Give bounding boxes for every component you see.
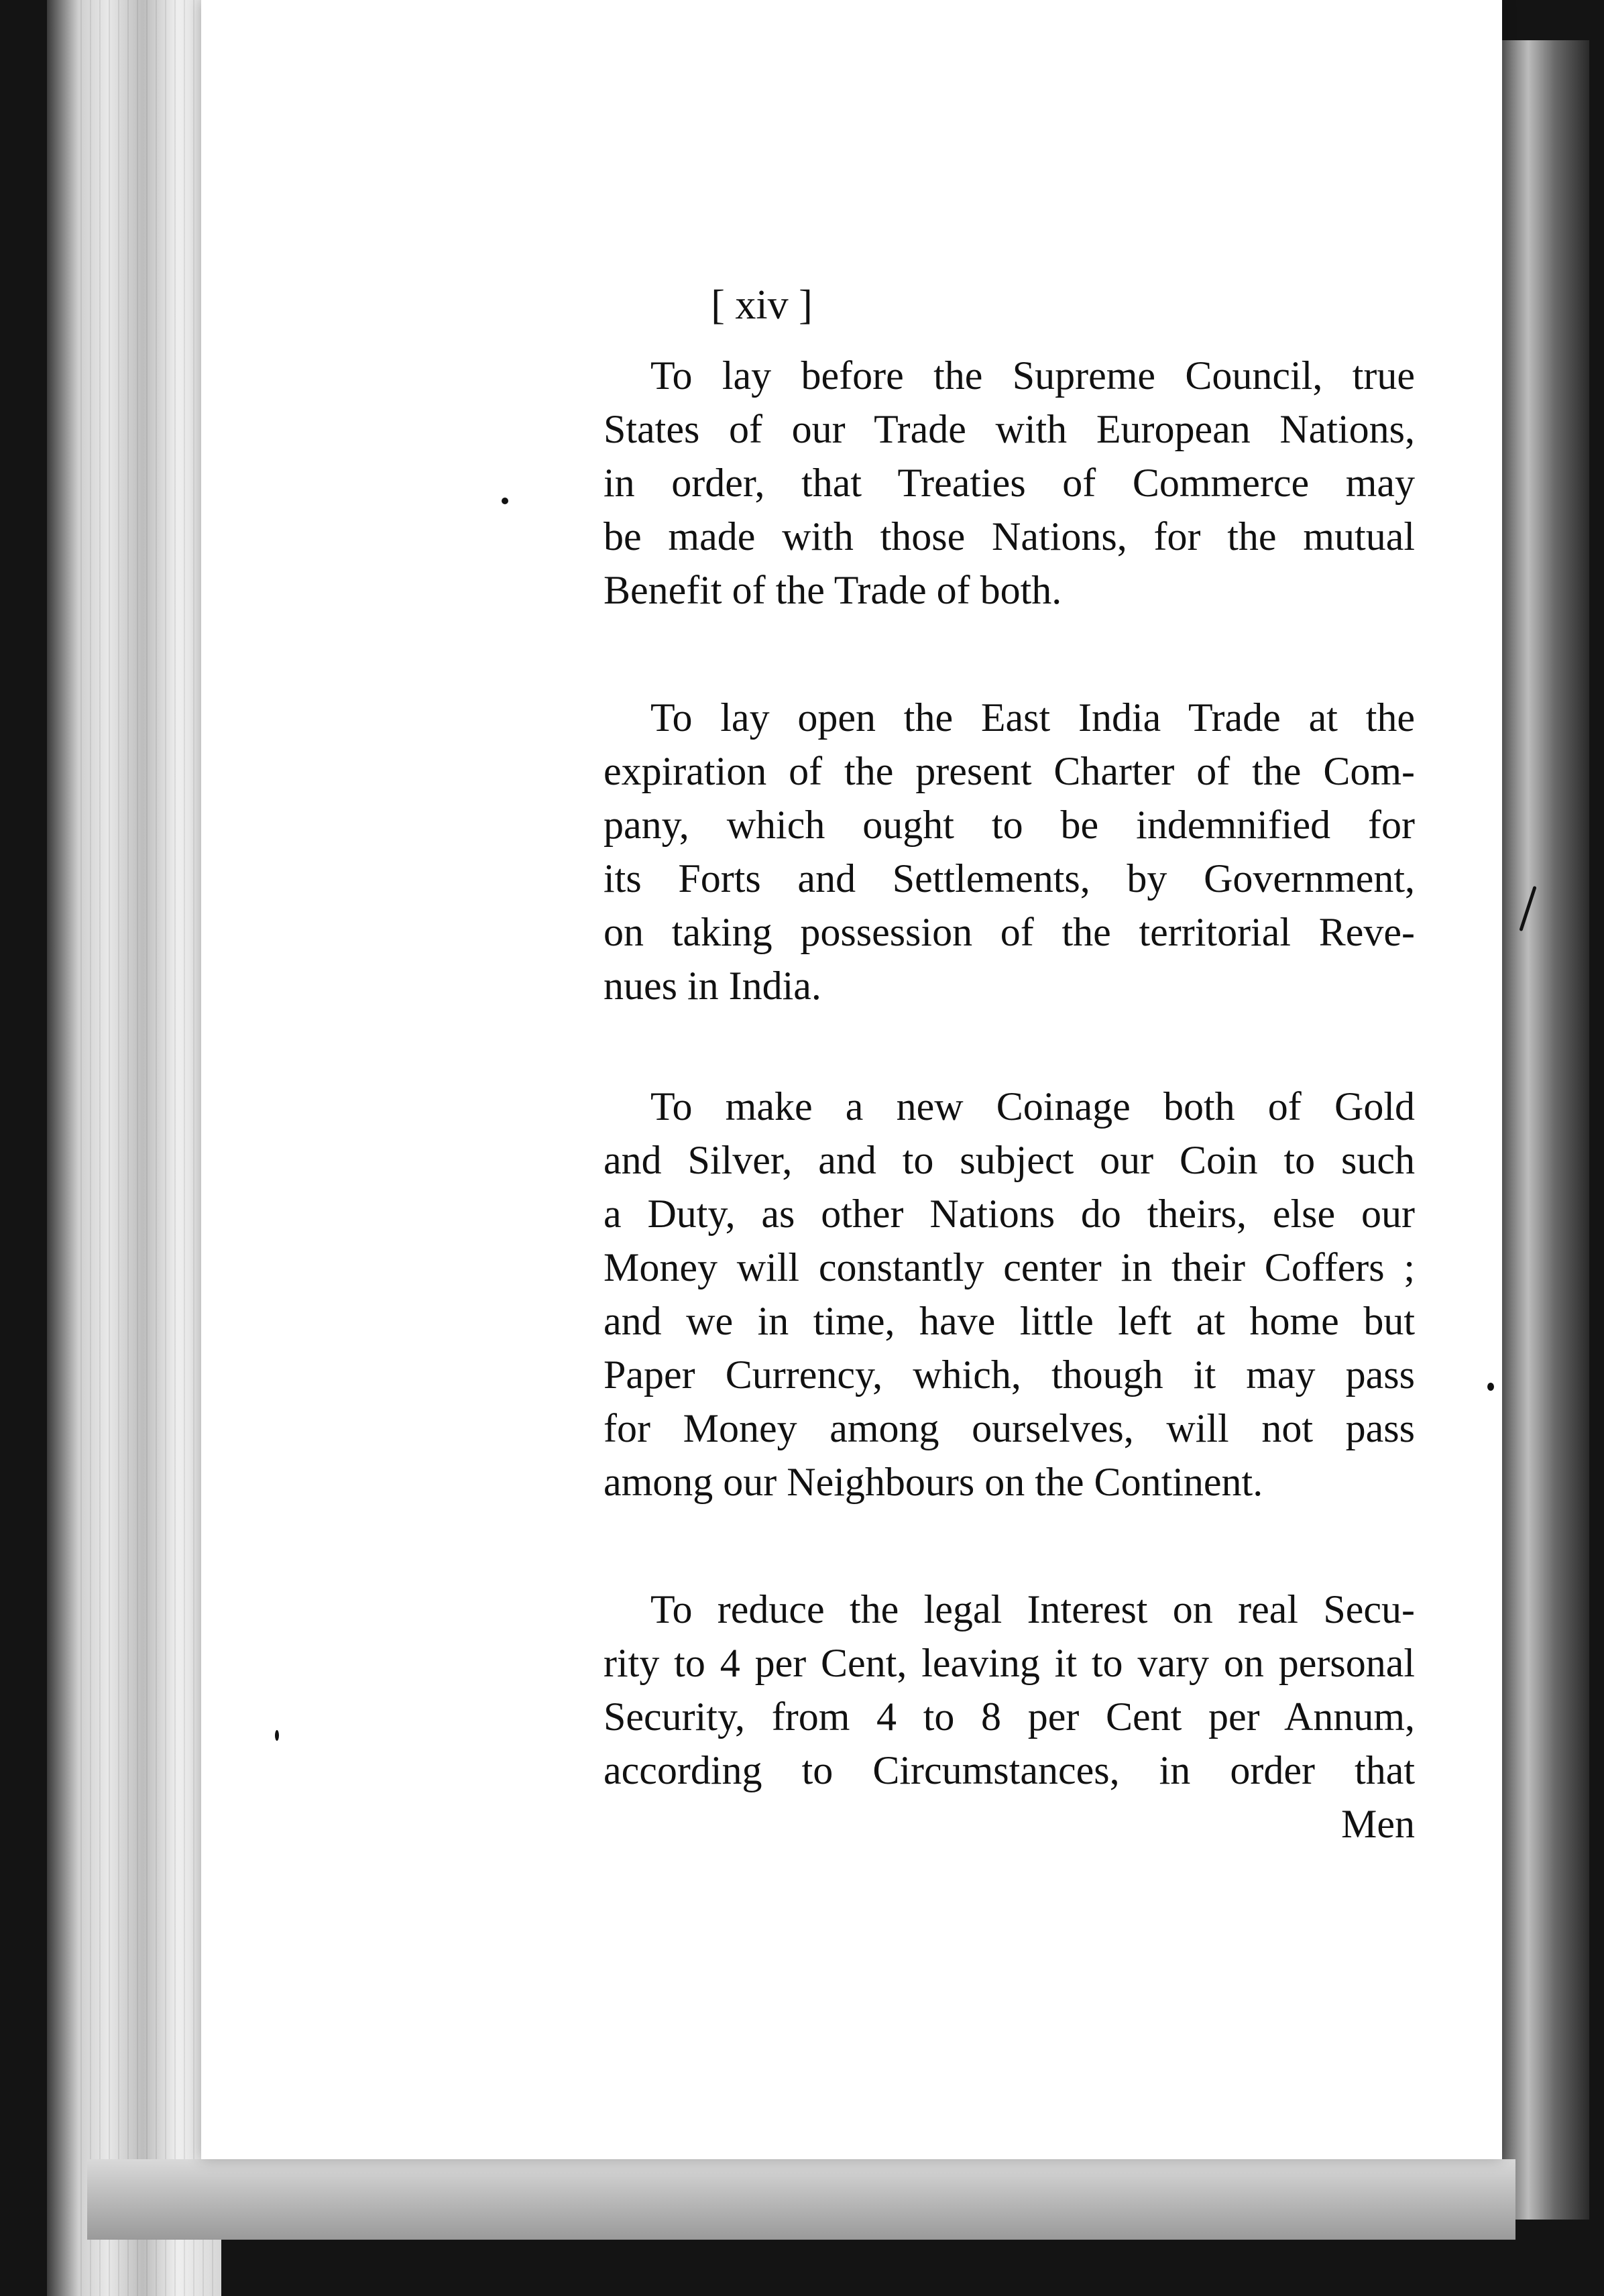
text-line: for Money among ourselves, will not pass	[604, 1406, 1415, 1450]
scan-speck	[275, 1730, 279, 1741]
text-line: a Duty, as other Nations do theirs, else our	[604, 1192, 1415, 1236]
text-line: Benefit of the Trade of both.	[604, 568, 1062, 612]
page-number-text: [ xiv ]	[711, 282, 813, 328]
text-line: To lay open the East India Trade at the	[650, 695, 1415, 740]
text-line: To reduce the legal Interest on real Secu-	[650, 1587, 1415, 1631]
text-line: its Forts and Settlements, by Government,	[604, 856, 1415, 901]
page-number	[0, 282, 1604, 329]
text-line: on taking possession of the territorial Reve-	[604, 910, 1415, 954]
text-line: To lay before the Supreme Council, true	[650, 353, 1415, 398]
text-line: among our Neighbours on the Continent.	[604, 1460, 1263, 1504]
text-line: pany, which ought to be indemnified for	[604, 803, 1415, 847]
text-line: nues in India.	[604, 964, 821, 1008]
text-line: Money will constantly center in their Coffers ;	[604, 1245, 1415, 1289]
text-line: rity to 4 per Cent, leaving it to vary on personal	[604, 1641, 1415, 1685]
scan-speck	[1487, 1383, 1494, 1391]
text-line: according to Circumstances, in order that	[604, 1748, 1415, 1792]
scan-speck	[502, 498, 508, 504]
text-line: expiration of the present Charter of the Com-	[604, 749, 1415, 793]
paragraph-4	[604, 1583, 1415, 1851]
catchword: Men	[1341, 1802, 1415, 1846]
text-line: Paper Currency, which, though it may pass	[604, 1353, 1415, 1397]
paragraph-2	[604, 691, 1415, 1013]
right-page-edge	[1502, 40, 1589, 2220]
text-line: Security, from 4 to 8 per Cent per Annum,	[604, 1695, 1415, 1739]
paragraph-1	[604, 349, 1415, 617]
text-line: States of our Trade with European Nations,	[604, 407, 1415, 451]
paragraph-3	[604, 1080, 1415, 1509]
bottom-page-edge	[87, 2159, 1515, 2240]
page-stack-lines	[80, 0, 215, 2296]
text-line: in order, that Treaties of Commerce may	[604, 461, 1415, 505]
text-line: and Silver, and to subject our Coin to such	[604, 1138, 1415, 1182]
text-line: To make a new Coinage both of Gold	[650, 1084, 1415, 1129]
text-line: and we in time, have little left at home but	[604, 1299, 1415, 1343]
text-line: be made with those Nations, for the mutual	[604, 514, 1415, 559]
